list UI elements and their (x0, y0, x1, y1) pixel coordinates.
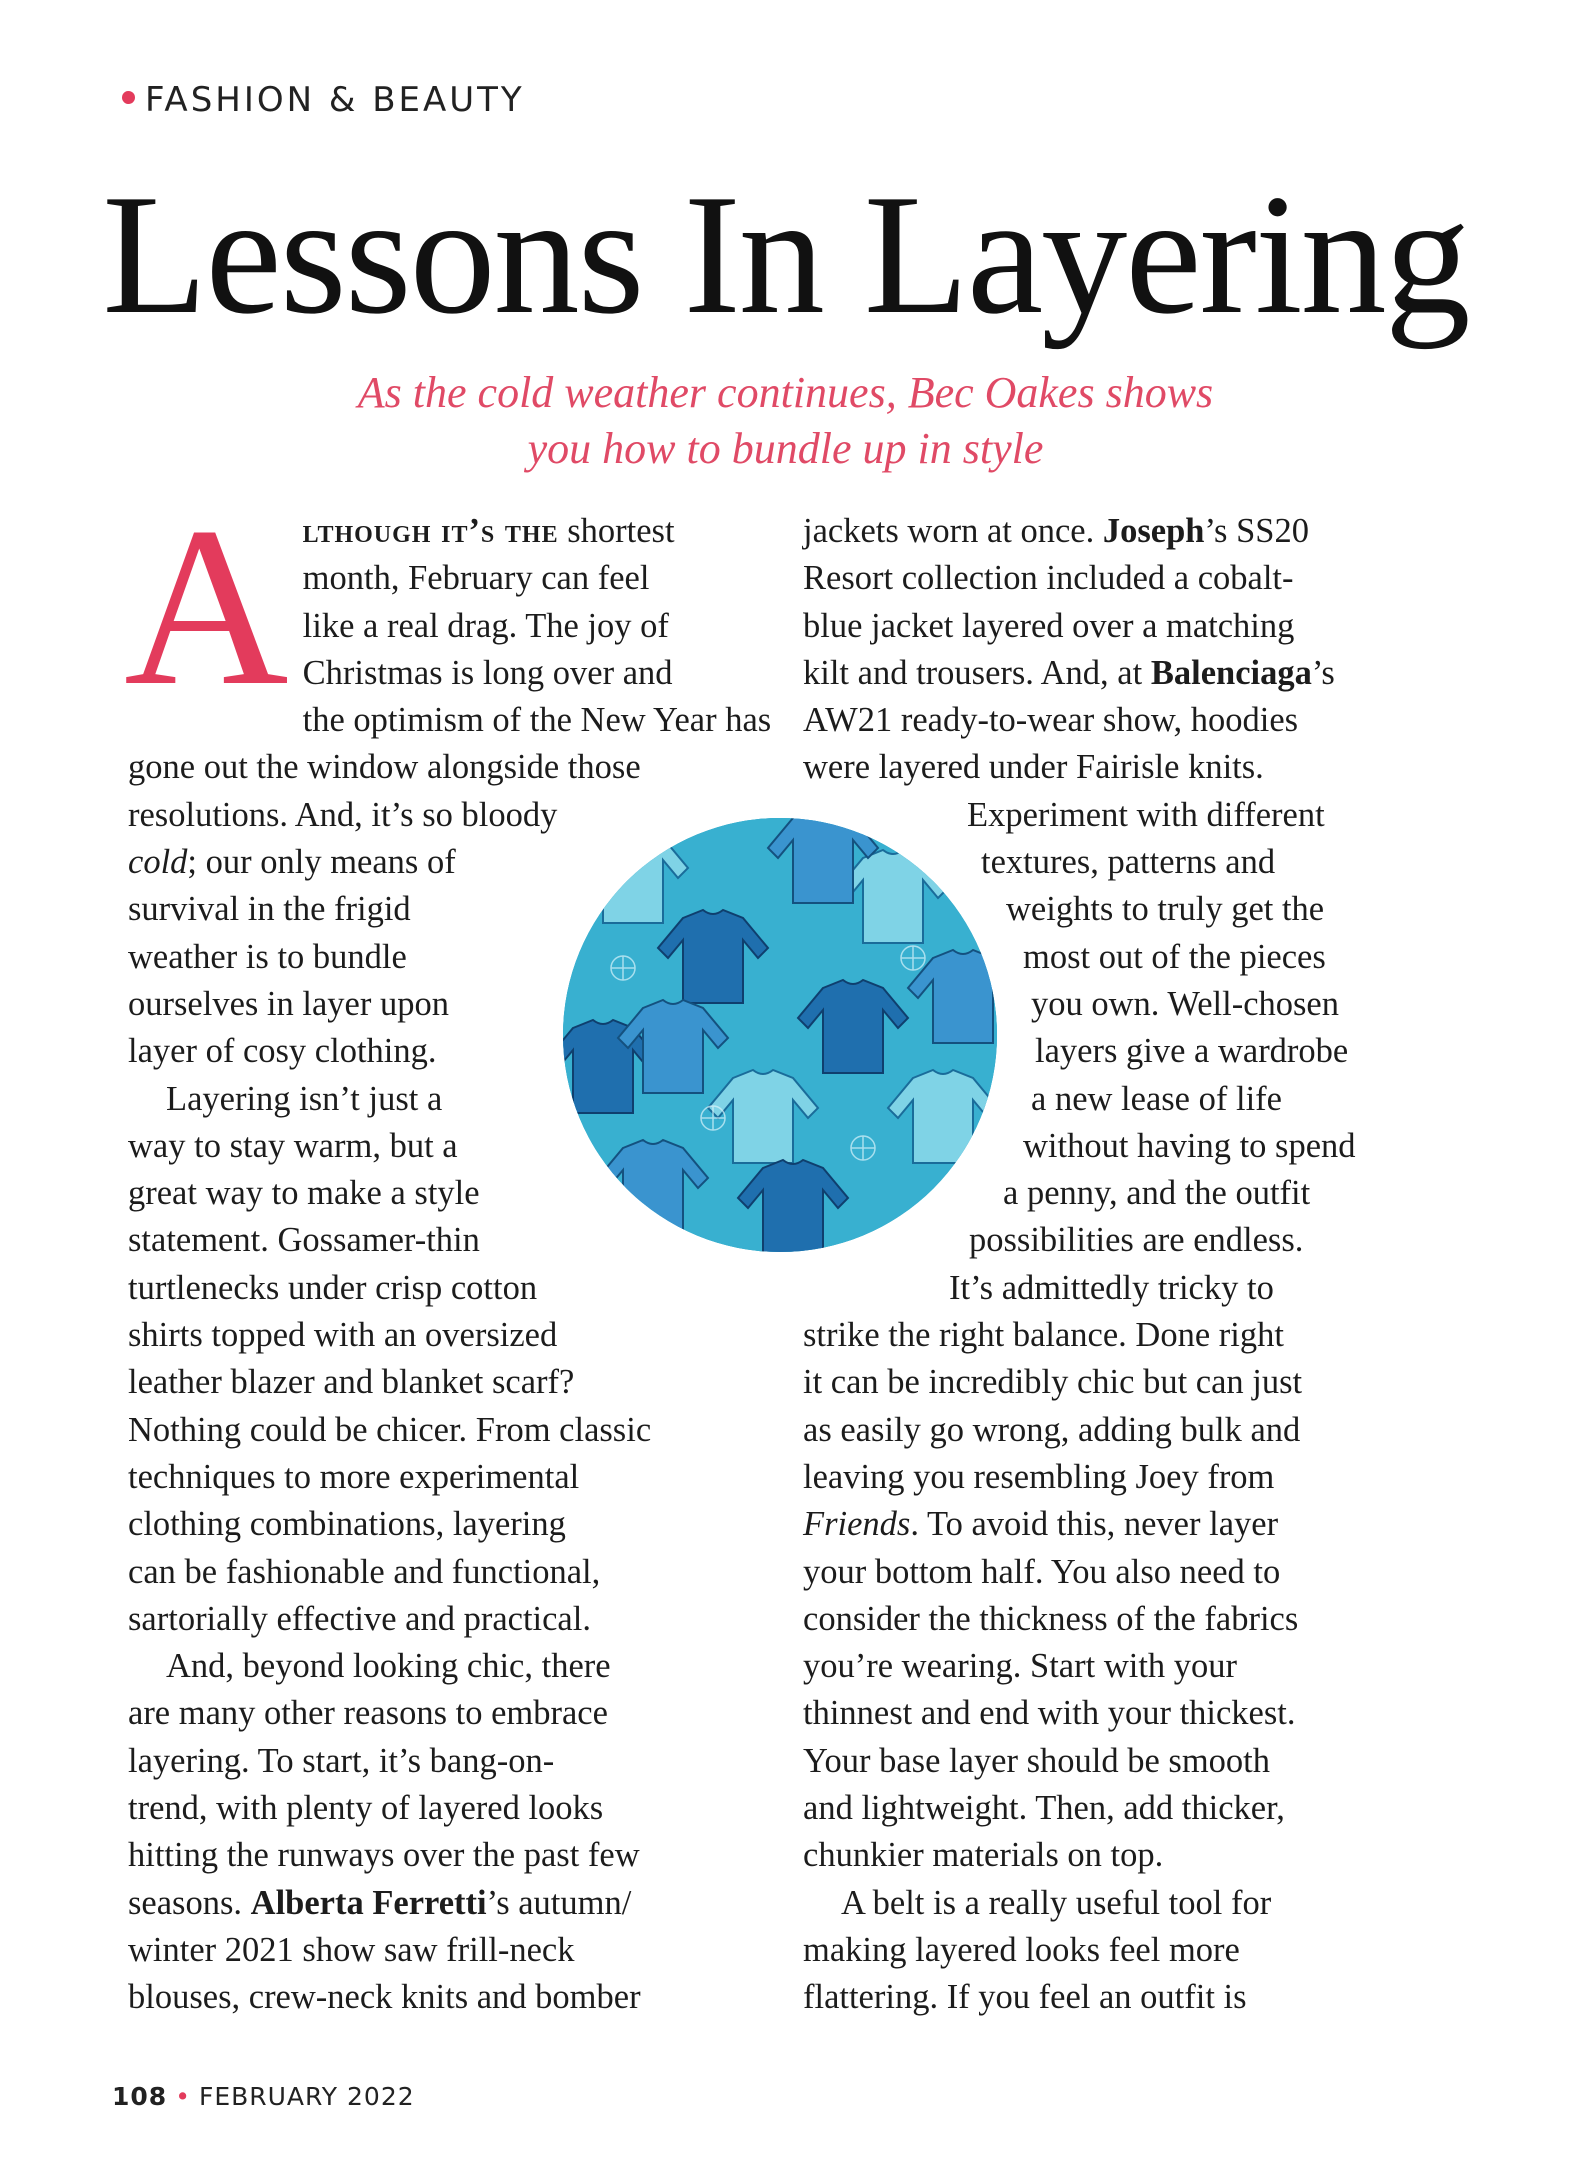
body-line: strike the right balance. Done right (803, 1316, 1284, 1355)
body-line: turtlenecks under crisp cotton (128, 1268, 538, 1307)
body-line: Your base layer should be smooth (803, 1741, 1270, 1780)
body-line: textures, patterns and (981, 843, 1276, 882)
body-line: possibilities are endless. (969, 1221, 1304, 1260)
body-line: most out of the pieces (1023, 937, 1326, 976)
body-line: winter 2021 show saw frill-neck (128, 1930, 575, 1969)
sweater-pattern-illustration (563, 818, 997, 1252)
body-line: A belt is a really useful tool for (841, 1883, 1272, 1922)
body-line: your bottom half. You also need to (803, 1552, 1281, 1591)
body-line: Nothing could be chicer. From classic (128, 1410, 652, 1449)
body-line: month, February can feel (302, 559, 650, 598)
body-line: layering. To start, it’s bang-on- (128, 1741, 555, 1780)
body-line: without having to spend (1023, 1126, 1356, 1165)
section-label (122, 80, 525, 120)
body-line: lthough it’s the shortest (302, 512, 675, 550)
body-line: sartorially effective and practical. (128, 1599, 591, 1638)
sweater-pattern-svg (563, 818, 997, 1252)
body-line: gone out the window alongside those (128, 748, 641, 787)
body-line: chunkier materials on top. (803, 1836, 1164, 1875)
body-column-right (803, 508, 1443, 2022)
body-line: It’s admittedly tricky to (949, 1268, 1274, 1307)
body-line: you’re wearing. Start with your (803, 1647, 1238, 1686)
body-line: making layered looks feel more (803, 1930, 1240, 1969)
body-line: leaving you resembling Joey from (803, 1457, 1275, 1496)
standfirst-line: you how to bundle up in style (527, 424, 1044, 473)
page-title: Lessons In Layering (102, 160, 1469, 350)
body-line: seasons. Alberta Ferretti’s autumn/ (128, 1883, 632, 1922)
body-line: jackets worn at once. Joseph’s SS20 (803, 512, 1309, 550)
body-line: Experiment with different (967, 795, 1325, 834)
body-line: thinnest and end with your thickest. (803, 1694, 1296, 1733)
body-column-left (124, 481, 772, 2022)
standfirst (0, 365, 1571, 477)
body-line: leather blazer and blanket scarf? (128, 1363, 575, 1402)
drop-cap: A (124, 481, 289, 733)
body-line: trend, with plenty of layered looks (128, 1789, 604, 1828)
issue-date: FEBRUARY 2022 (198, 2082, 415, 2111)
body-line: Friends. To avoid this, never layer (803, 1505, 1279, 1544)
page-number: 108 (112, 2082, 168, 2111)
body-line: a penny, and the outfit (1003, 1174, 1311, 1213)
body-line: kilt and trousers. And, at Balenciaga’s (803, 653, 1335, 692)
body-line: AW21 ready-to-wear show, hoodies (803, 701, 1299, 740)
bullet-dot-icon: • (175, 2082, 191, 2111)
page-footer (112, 2082, 415, 2111)
body-line: are many other reasons to embrace (128, 1694, 608, 1733)
body-line: and lightweight. Then, add thicker, (803, 1789, 1285, 1828)
body-line: statement. Gossamer-thin (128, 1221, 480, 1260)
body-line: ourselves in layer upon (128, 984, 449, 1023)
body-line: the optimism of the New Year has (302, 701, 772, 740)
body-line: clothing combinations, layering (128, 1505, 566, 1544)
body-line: way to stay warm, but a (128, 1126, 458, 1165)
body-line: survival in the frigid (128, 890, 411, 929)
body-line: techniques to more experimental (128, 1457, 580, 1496)
body-line: great way to make a style (128, 1174, 480, 1213)
body-line: consider the thickness of the fabrics (803, 1599, 1299, 1638)
body-line: Layering isn’t just a (166, 1079, 443, 1118)
body-line: as easily go wrong, adding bulk and (803, 1410, 1301, 1449)
body-line: you own. Well-chosen (1031, 984, 1339, 1023)
body-line: Resort collection included a cobalt- (803, 559, 1294, 598)
standfirst-line: As the cold weather continues, Bec Oakes shows (357, 368, 1214, 417)
body-line: blue jacket layered over a matching (803, 606, 1295, 645)
body-line: cold; our only means of (128, 843, 456, 882)
body-line: weights to truly get the (1006, 890, 1325, 929)
body-line: resolutions. And, it’s so bloody (128, 795, 558, 834)
body-line: blouses, crew-neck knits and bomber (128, 1978, 641, 2017)
body-line: can be fashionable and functional, (128, 1552, 601, 1591)
body-line: Christmas is long over and (302, 653, 673, 692)
body-line: it can be incredibly chic but can just (803, 1363, 1303, 1402)
body-line: a new lease of life (1031, 1079, 1282, 1118)
body-line: were layered under Fairisle knits. (803, 748, 1264, 787)
section-label-text: FASHION & BEAUTY (145, 80, 525, 120)
body-line: flattering. If you feel an outfit is (803, 1978, 1247, 2017)
body-line: like a real drag. The joy of (302, 606, 669, 645)
body-line: weather is to bundle (128, 937, 407, 976)
body-line: layers give a wardrobe (1035, 1032, 1349, 1071)
body-line: layer of cosy clothing. (128, 1032, 437, 1071)
bullet-dot-icon (122, 91, 135, 104)
body-line: shirts topped with an oversized (128, 1316, 558, 1355)
body-line: hitting the runways over the past few (128, 1836, 640, 1875)
body-line: And, beyond looking chic, there (166, 1647, 611, 1686)
